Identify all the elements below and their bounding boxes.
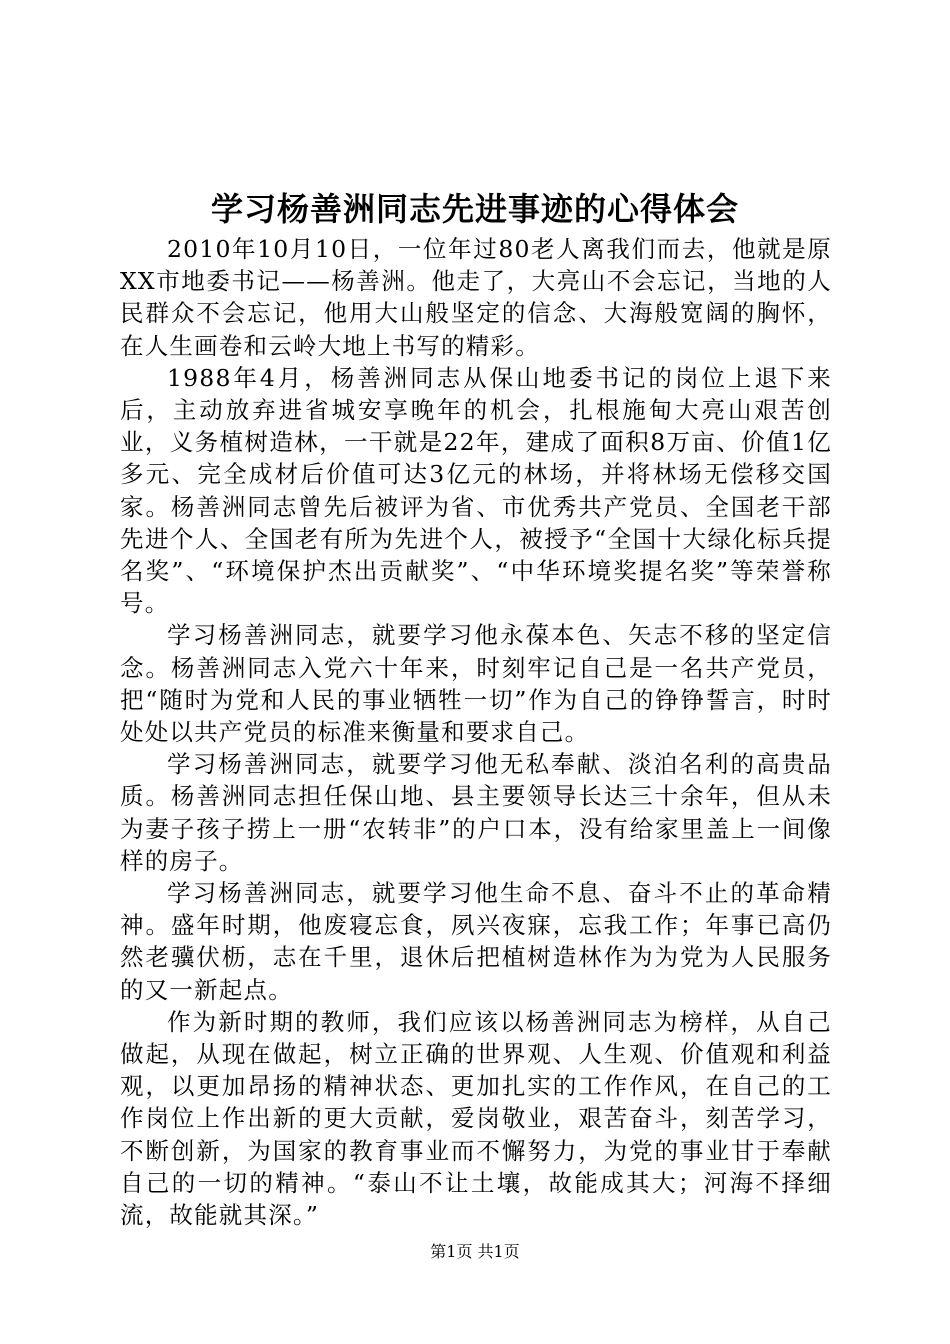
document-body: [120, 233, 832, 1231]
paragraph-6: 作为新时期的教师，我们应该以杨善洲同志为榜样，从自己做起，从现在做起，树立正确的世界观、人生观、价值观和利益观，以更加昂扬的精神状态、更加扎实的工作作风，在自己的工作岗位上作出新的更大贡献，爱岗敬业，艰苦奋斗，刻苦学习，不断创新，为国家的教育事业而不懈努力，为党的事业甘于奉献自己的一切的精神。“泰山不让土壤，故能成其大；河海不择细流，故能就其深。”: [120, 1007, 832, 1230]
paragraph-1: 2010年10月10日，一位年过80老人离我们而去，他就是原XX市地委书记——杨善洲。他走了，大亮山不会忘记，当地的人民群众不会忘记，他用大山般坚定的信念、大海般宽阔的胸怀，在人生画卷和云岭大地上书写的精彩。: [120, 235, 832, 360]
paragraph-5: 学习杨善洲同志，就要学习他生命不息、奋斗不止的革命精神。盛年时期，他废寝忘食，夙兴夜寐，忘我工作；年事已高仍然老骥伏枥，志在千里，退休后把植树造林作为为党为人民服务的又一新起点。: [120, 879, 832, 1004]
paragraph-3: 学习杨善洲同志，就要学习他永葆本色、矢志不移的坚定信念。杨善洲同志入党六十年来，时刻牢记自己是一名共产党员，把“随时为党和人民的事业牺牲一切”作为自己的铮铮誓言，时时处处以共产党员的标准来衡量和要求自己。: [120, 621, 832, 747]
document-title: 学习杨善洲同志先进事迹的心得体会: [210, 190, 739, 228]
page-number-footer: 第1页 共1页: [430, 1242, 520, 1261]
paragraph-2: 1988年4月，杨善洲同志从保山地委书记的岗位上退下来后，主动放弃进省城安享晚年的机会，扎根施甸大亮山艰苦创业，义务植树造林，一干就是22年，建成了面积8万亩、价值1亿多元、完全成材后价值可达3亿元的林场，并将林场无偿移交国家。杨善洲同志曾先后被评为省、市优秀共产党员、全国老干部先进个人、全国老有所为先进个人，被授予“全国十大绿化标兵提名奖”、“环境保护杰出贡献奖”、“中华环境奖提名奖”等荣誉称号。: [120, 363, 832, 618]
paragraph-4: 学习杨善洲同志，就要学习他无私奉献、淡泊名利的高贵品质。杨善洲同志担任保山地、县主要领导长达三十余年，但从未为妻子孩子捞上一册“农转非”的户口本，没有给家里盖上一间像样的房子。: [120, 750, 832, 875]
